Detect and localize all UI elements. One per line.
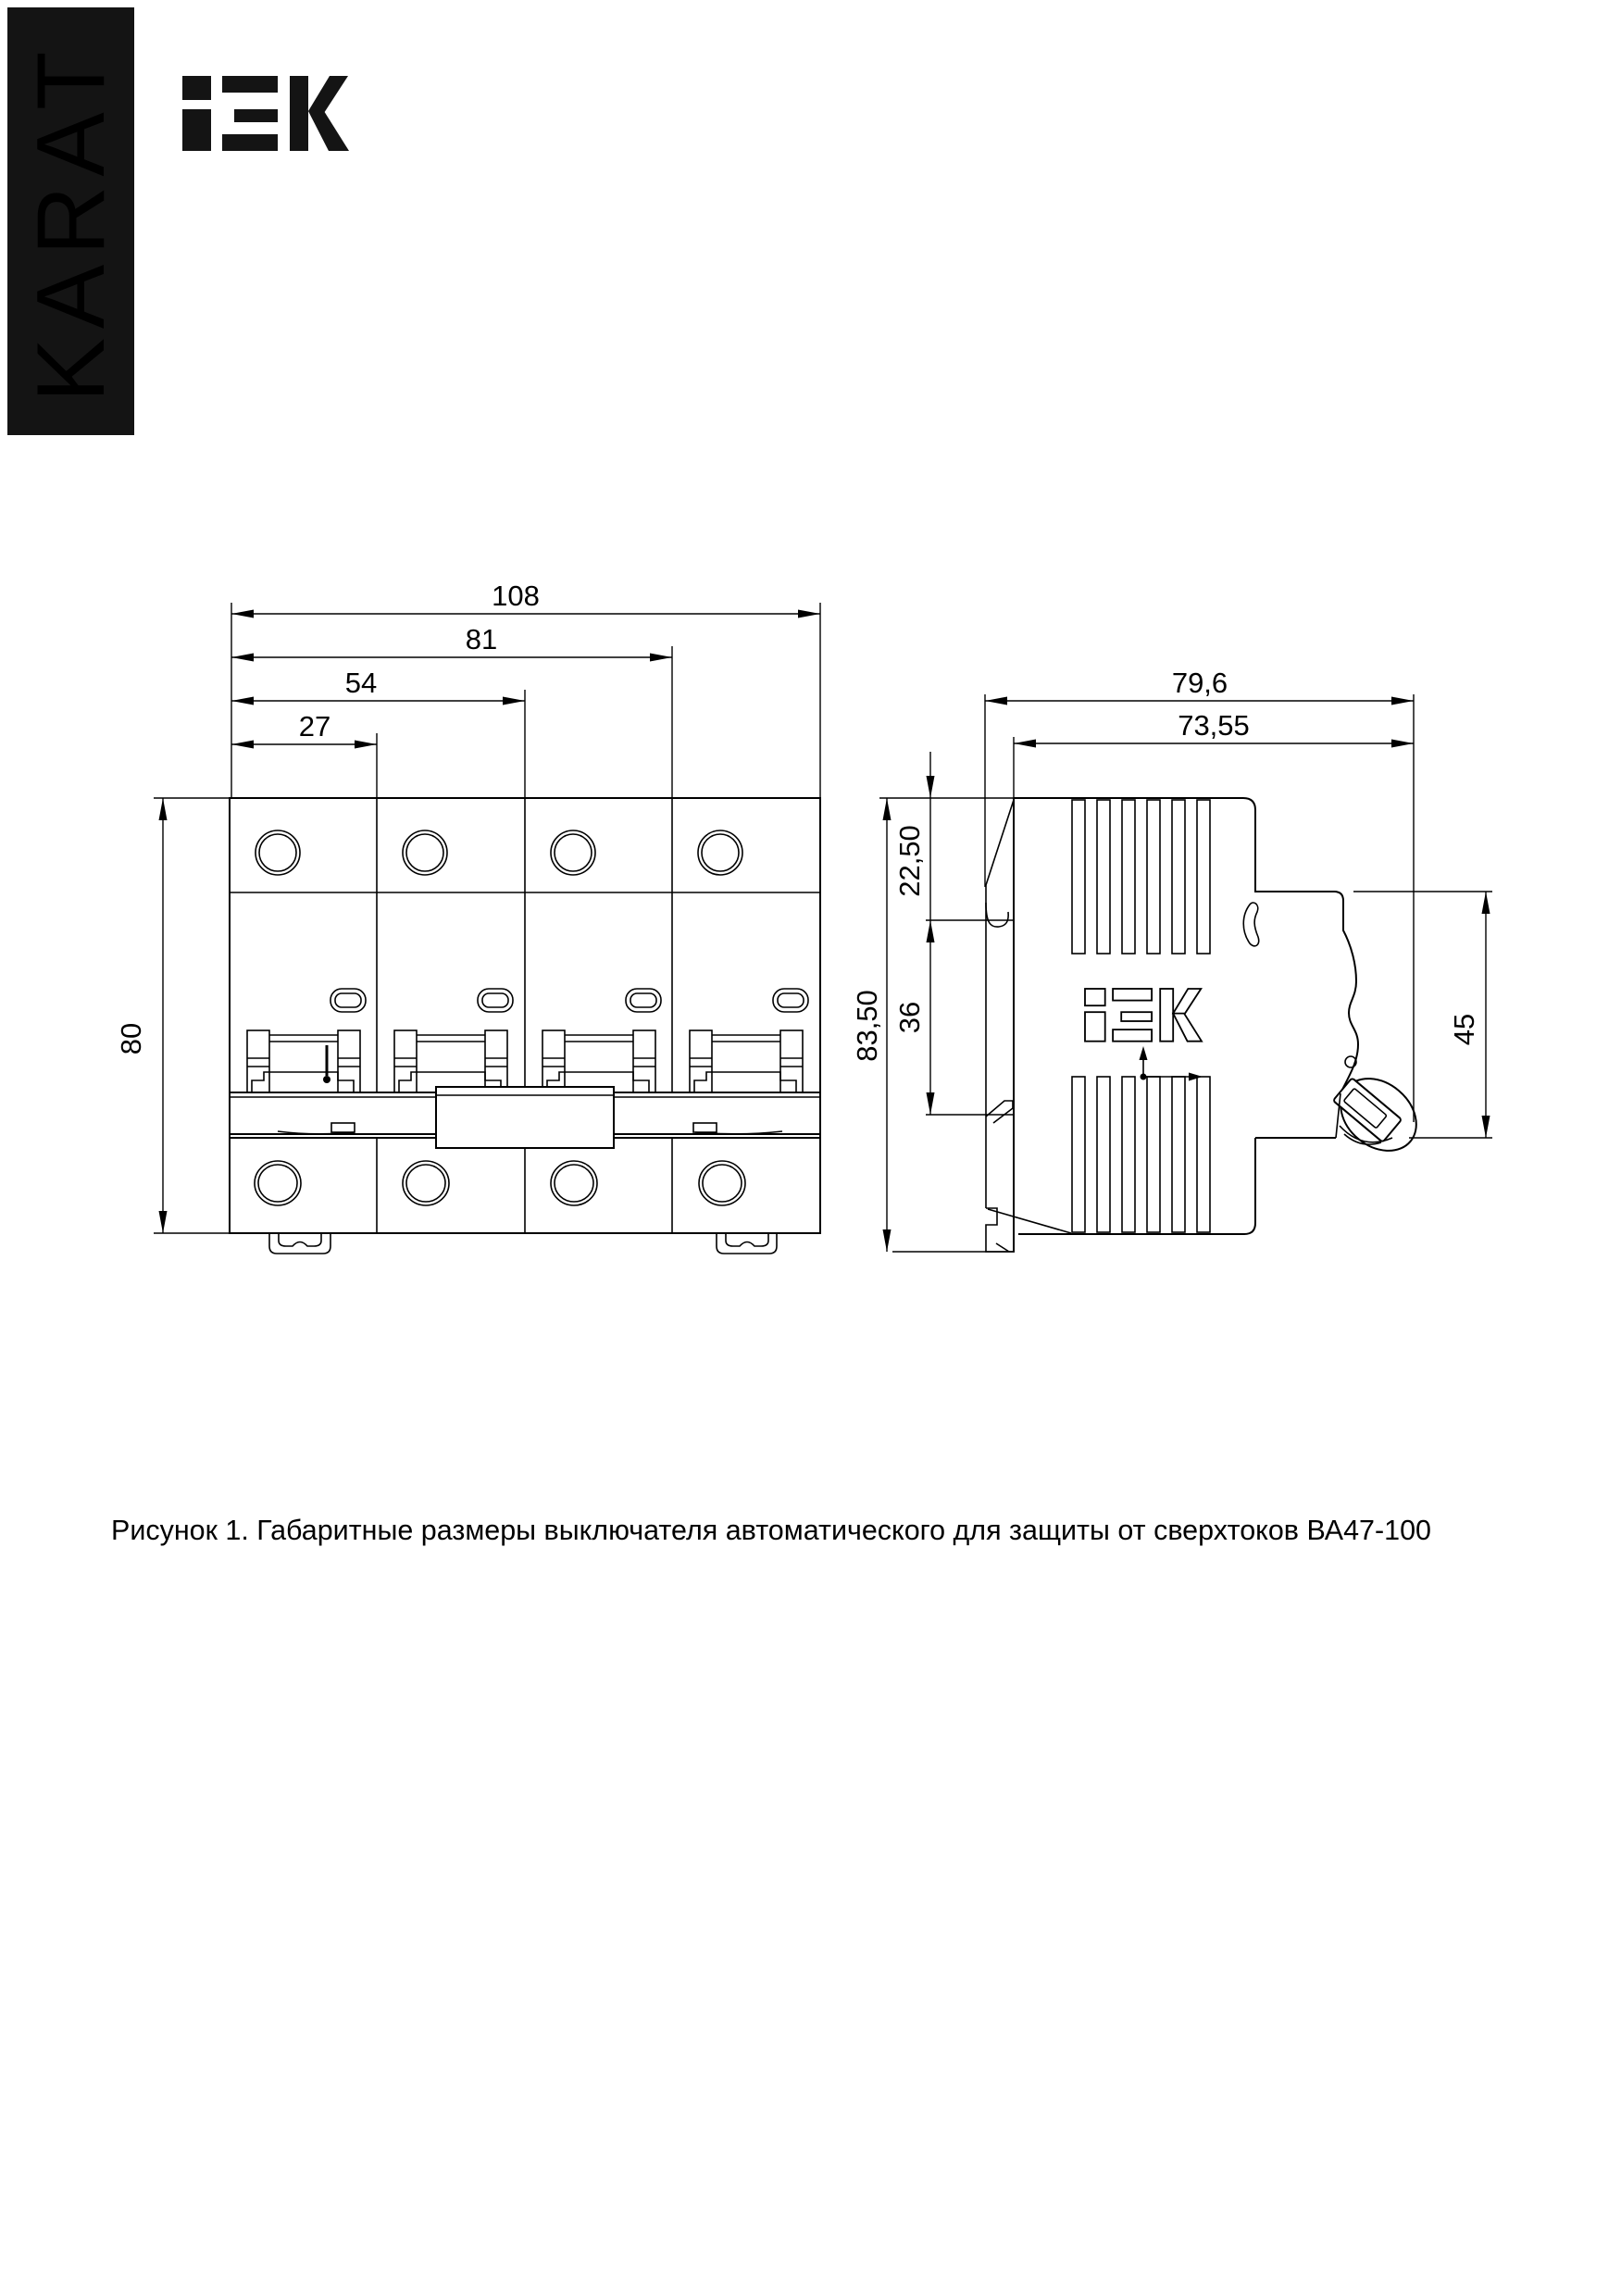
dim-front-face-45: 45	[1448, 1013, 1480, 1046]
iek-logo-e-top-bar	[222, 76, 278, 93]
dim-width-3-modules: 81	[465, 623, 498, 655]
indicator-dot	[323, 1076, 330, 1083]
mechanism-module-3	[542, 1030, 655, 1095]
top-terminal-screws	[256, 830, 742, 875]
vent-fins-lower	[1072, 1077, 1210, 1232]
mechanism-module-1	[247, 1030, 360, 1095]
vent-fins-upper	[1072, 800, 1210, 954]
dim-height-overall: 83,50	[851, 990, 883, 1062]
dim-width-2-modules: 54	[344, 667, 378, 699]
tie-bar-center-block	[436, 1087, 614, 1148]
din-clip-rear	[986, 800, 1071, 1252]
dim-depth-overall: 79,6	[1171, 667, 1228, 699]
clip-top-slope	[986, 800, 1014, 885]
front-view	[115, 580, 820, 1254]
din-rail-tabs	[269, 1233, 777, 1254]
clip-release-slope	[988, 1209, 1071, 1233]
iek-logo-k-lower-arm	[308, 111, 349, 151]
karat-vertical-label: KARAT	[18, 42, 125, 403]
module-separators	[377, 798, 672, 1233]
iek-logo-i-stem	[182, 109, 211, 151]
dim-height-80: 80	[115, 1022, 147, 1055]
iek-logo-e-mid-bar	[234, 109, 278, 122]
mechanism-module-2	[394, 1030, 507, 1095]
dim-din-zone: 36	[893, 1001, 926, 1034]
figure-caption: Рисунок 1. Габаритные размеры выключателя автоматического для защиты от сверхтоков ВА47-100	[111, 1514, 1431, 1546]
toggle-handle	[1327, 1064, 1431, 1166]
dim-top-to-din: 22,50	[893, 825, 926, 897]
karat-brand-bar	[7, 7, 134, 435]
iek-logo	[182, 76, 349, 151]
label-window-slots	[330, 989, 808, 1012]
clip-tooth	[986, 1101, 1013, 1123]
dim-depth-body: 73,55	[1178, 709, 1250, 742]
iek-logo-side	[1085, 989, 1202, 1042]
orientation-arrows	[1140, 1046, 1203, 1081]
handle-tie-bar	[230, 1087, 820, 1148]
iek-logo-i-dot	[182, 76, 211, 100]
side-view	[851, 667, 1492, 1252]
dim-width-total: 108	[492, 580, 540, 612]
iek-logo-k-stem	[290, 76, 308, 151]
dim-width-1-module: 27	[298, 710, 331, 742]
front-height-dimension	[115, 798, 230, 1233]
mechanism-module-4	[690, 1030, 803, 1095]
iek-logo-e-bottom-bar	[222, 134, 278, 151]
clip-hook	[986, 903, 1008, 927]
front-width-dimensions	[231, 580, 820, 798]
crescent-slot	[1243, 903, 1258, 946]
side-left-dimensions	[851, 752, 1015, 1252]
side-depth-dimensions	[985, 667, 1414, 1122]
iek-logo-k-upper-arm	[308, 76, 348, 113]
